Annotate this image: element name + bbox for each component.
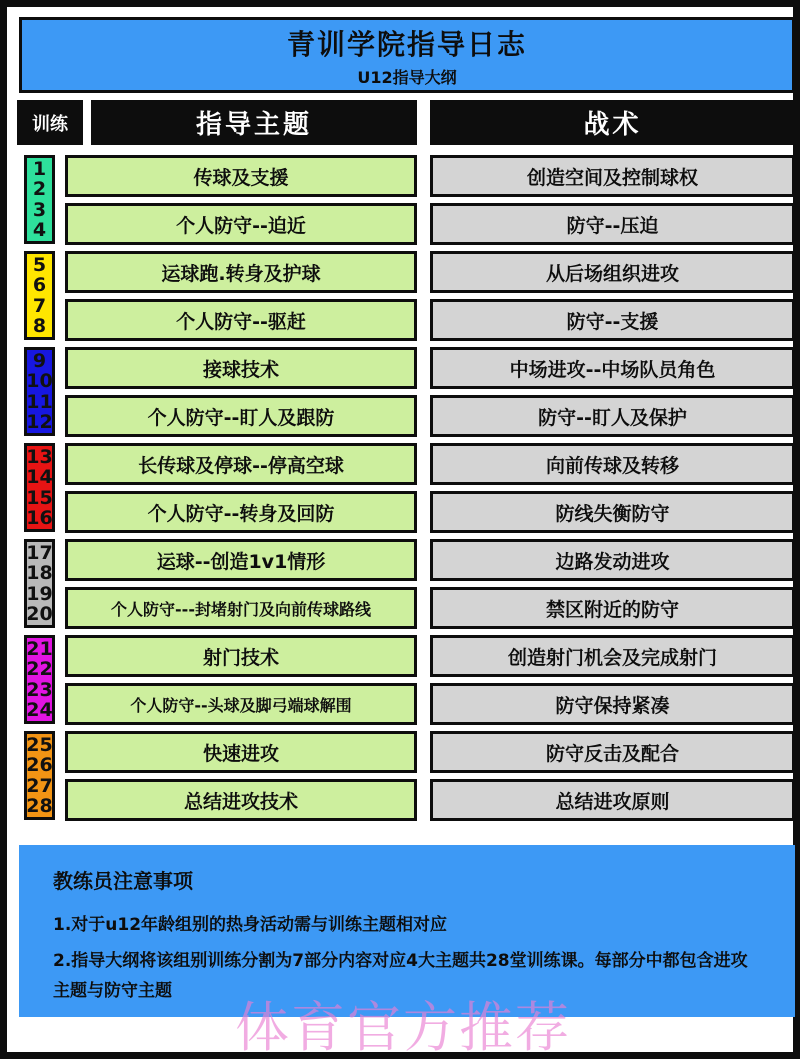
session-number: 1 (32, 158, 47, 181)
topic-cell: 个人防守---封堵射门及向前传球路线 (65, 587, 417, 629)
topic-cell: 射门技术 (65, 635, 417, 677)
tactic-cell: 防守反击及配合 (430, 731, 795, 773)
session-number: 2 (32, 178, 47, 201)
session-number: 15 (26, 486, 53, 509)
session-number: 7 (32, 294, 47, 317)
tactic-cell: 禁区附近的防守 (430, 587, 795, 629)
session-number: 10 (26, 370, 53, 393)
page-title: 青训学院指导日志 (286, 27, 527, 61)
session-number: 9 (32, 350, 47, 373)
session-group-1-4 (24, 155, 55, 244)
topic-cell: 个人防守--迫近 (65, 203, 417, 245)
session-group-21-24 (24, 635, 55, 724)
tactic-cell: 边路发动进攻 (430, 539, 795, 581)
coach-note-2: 2.指导大纲将该组别训练分割为7部分内容对应4大主题共28堂训练课。每部分中都包含进攻主题与防守主题 (53, 951, 748, 1001)
column-header-training: 训练 (17, 100, 83, 145)
tactic-cell: 防线失衡防守 (430, 491, 795, 533)
topic-cell: 接球技术 (65, 347, 417, 389)
session-number: 13 (26, 446, 53, 469)
topic-cell: 个人防守--转身及回防 (65, 491, 417, 533)
coach-note-1: 1.对于u12年龄组别的热身活动需与训练主题相对应 (53, 915, 448, 935)
coach-notes-box (19, 845, 795, 1017)
session-number: 26 (26, 754, 53, 777)
session-group-9-12 (24, 347, 55, 436)
session-group-5-8 (24, 251, 55, 340)
page-subtitle: U12指导大纲 (357, 67, 457, 87)
tactic-cell: 防守--压迫 (430, 203, 795, 245)
tactic-cell: 创造射门机会及完成射门 (430, 635, 795, 677)
session-number: 22 (26, 658, 53, 681)
session-number: 23 (26, 678, 53, 701)
topic-cell: 运球--创造1v1情形 (65, 539, 417, 581)
session-number: 8 (32, 314, 47, 337)
session-number: 28 (26, 794, 53, 817)
topic-cell: 长传球及停球--停高空球 (65, 443, 417, 485)
session-number: 12 (26, 410, 53, 433)
session-number: 4 (32, 218, 47, 241)
session-number: 24 (26, 698, 53, 721)
session-number: 21 (26, 638, 53, 661)
session-number: 16 (26, 506, 53, 529)
topic-cell: 总结进攻技术 (65, 779, 417, 821)
session-number: 17 (26, 542, 53, 565)
tactic-cell: 防守保持紧凑 (430, 683, 795, 725)
topic-cell: 个人防守--驱赶 (65, 299, 417, 341)
session-number: 20 (26, 602, 53, 625)
tactic-cell: 向前传球及转移 (430, 443, 795, 485)
session-number: 25 (26, 734, 53, 757)
session-number: 14 (26, 466, 53, 489)
tactic-cell: 中场进攻--中场队员角色 (430, 347, 795, 389)
session-number: 6 (32, 274, 47, 297)
topic-cell: 传球及支援 (65, 155, 417, 197)
session-number: 11 (26, 390, 53, 413)
session-group-13-16 (24, 443, 55, 532)
tactic-cell: 从后场组织进攻 (430, 251, 795, 293)
title-banner (19, 17, 795, 93)
tactic-cell: 防守--支援 (430, 299, 795, 341)
topic-cell: 个人防守--头球及脚弓端球解围 (65, 683, 417, 725)
topic-cell: 运球跑.转身及护球 (65, 251, 417, 293)
session-number: 18 (26, 562, 53, 585)
column-header-topic: 指导主题 (91, 100, 417, 145)
session-group-25-28 (24, 731, 55, 820)
watermark-text: 体育官方推荐 (235, 996, 571, 1059)
topic-cell: 快速进攻 (65, 731, 417, 773)
tactic-cell: 创造空间及控制球权 (430, 155, 795, 197)
tactic-cell: 防守--盯人及保护 (430, 395, 795, 437)
tactic-cell: 总结进攻原则 (430, 779, 795, 821)
coach-notes-heading: 教练员注意事项 (53, 869, 193, 893)
column-header-tactics: 战术 (430, 100, 795, 145)
topic-cell: 个人防守--盯人及跟防 (65, 395, 417, 437)
session-group-17-20 (24, 539, 55, 628)
session-number: 19 (26, 582, 53, 605)
session-number: 3 (32, 198, 47, 221)
session-number: 27 (26, 774, 53, 797)
session-number: 5 (32, 254, 47, 277)
